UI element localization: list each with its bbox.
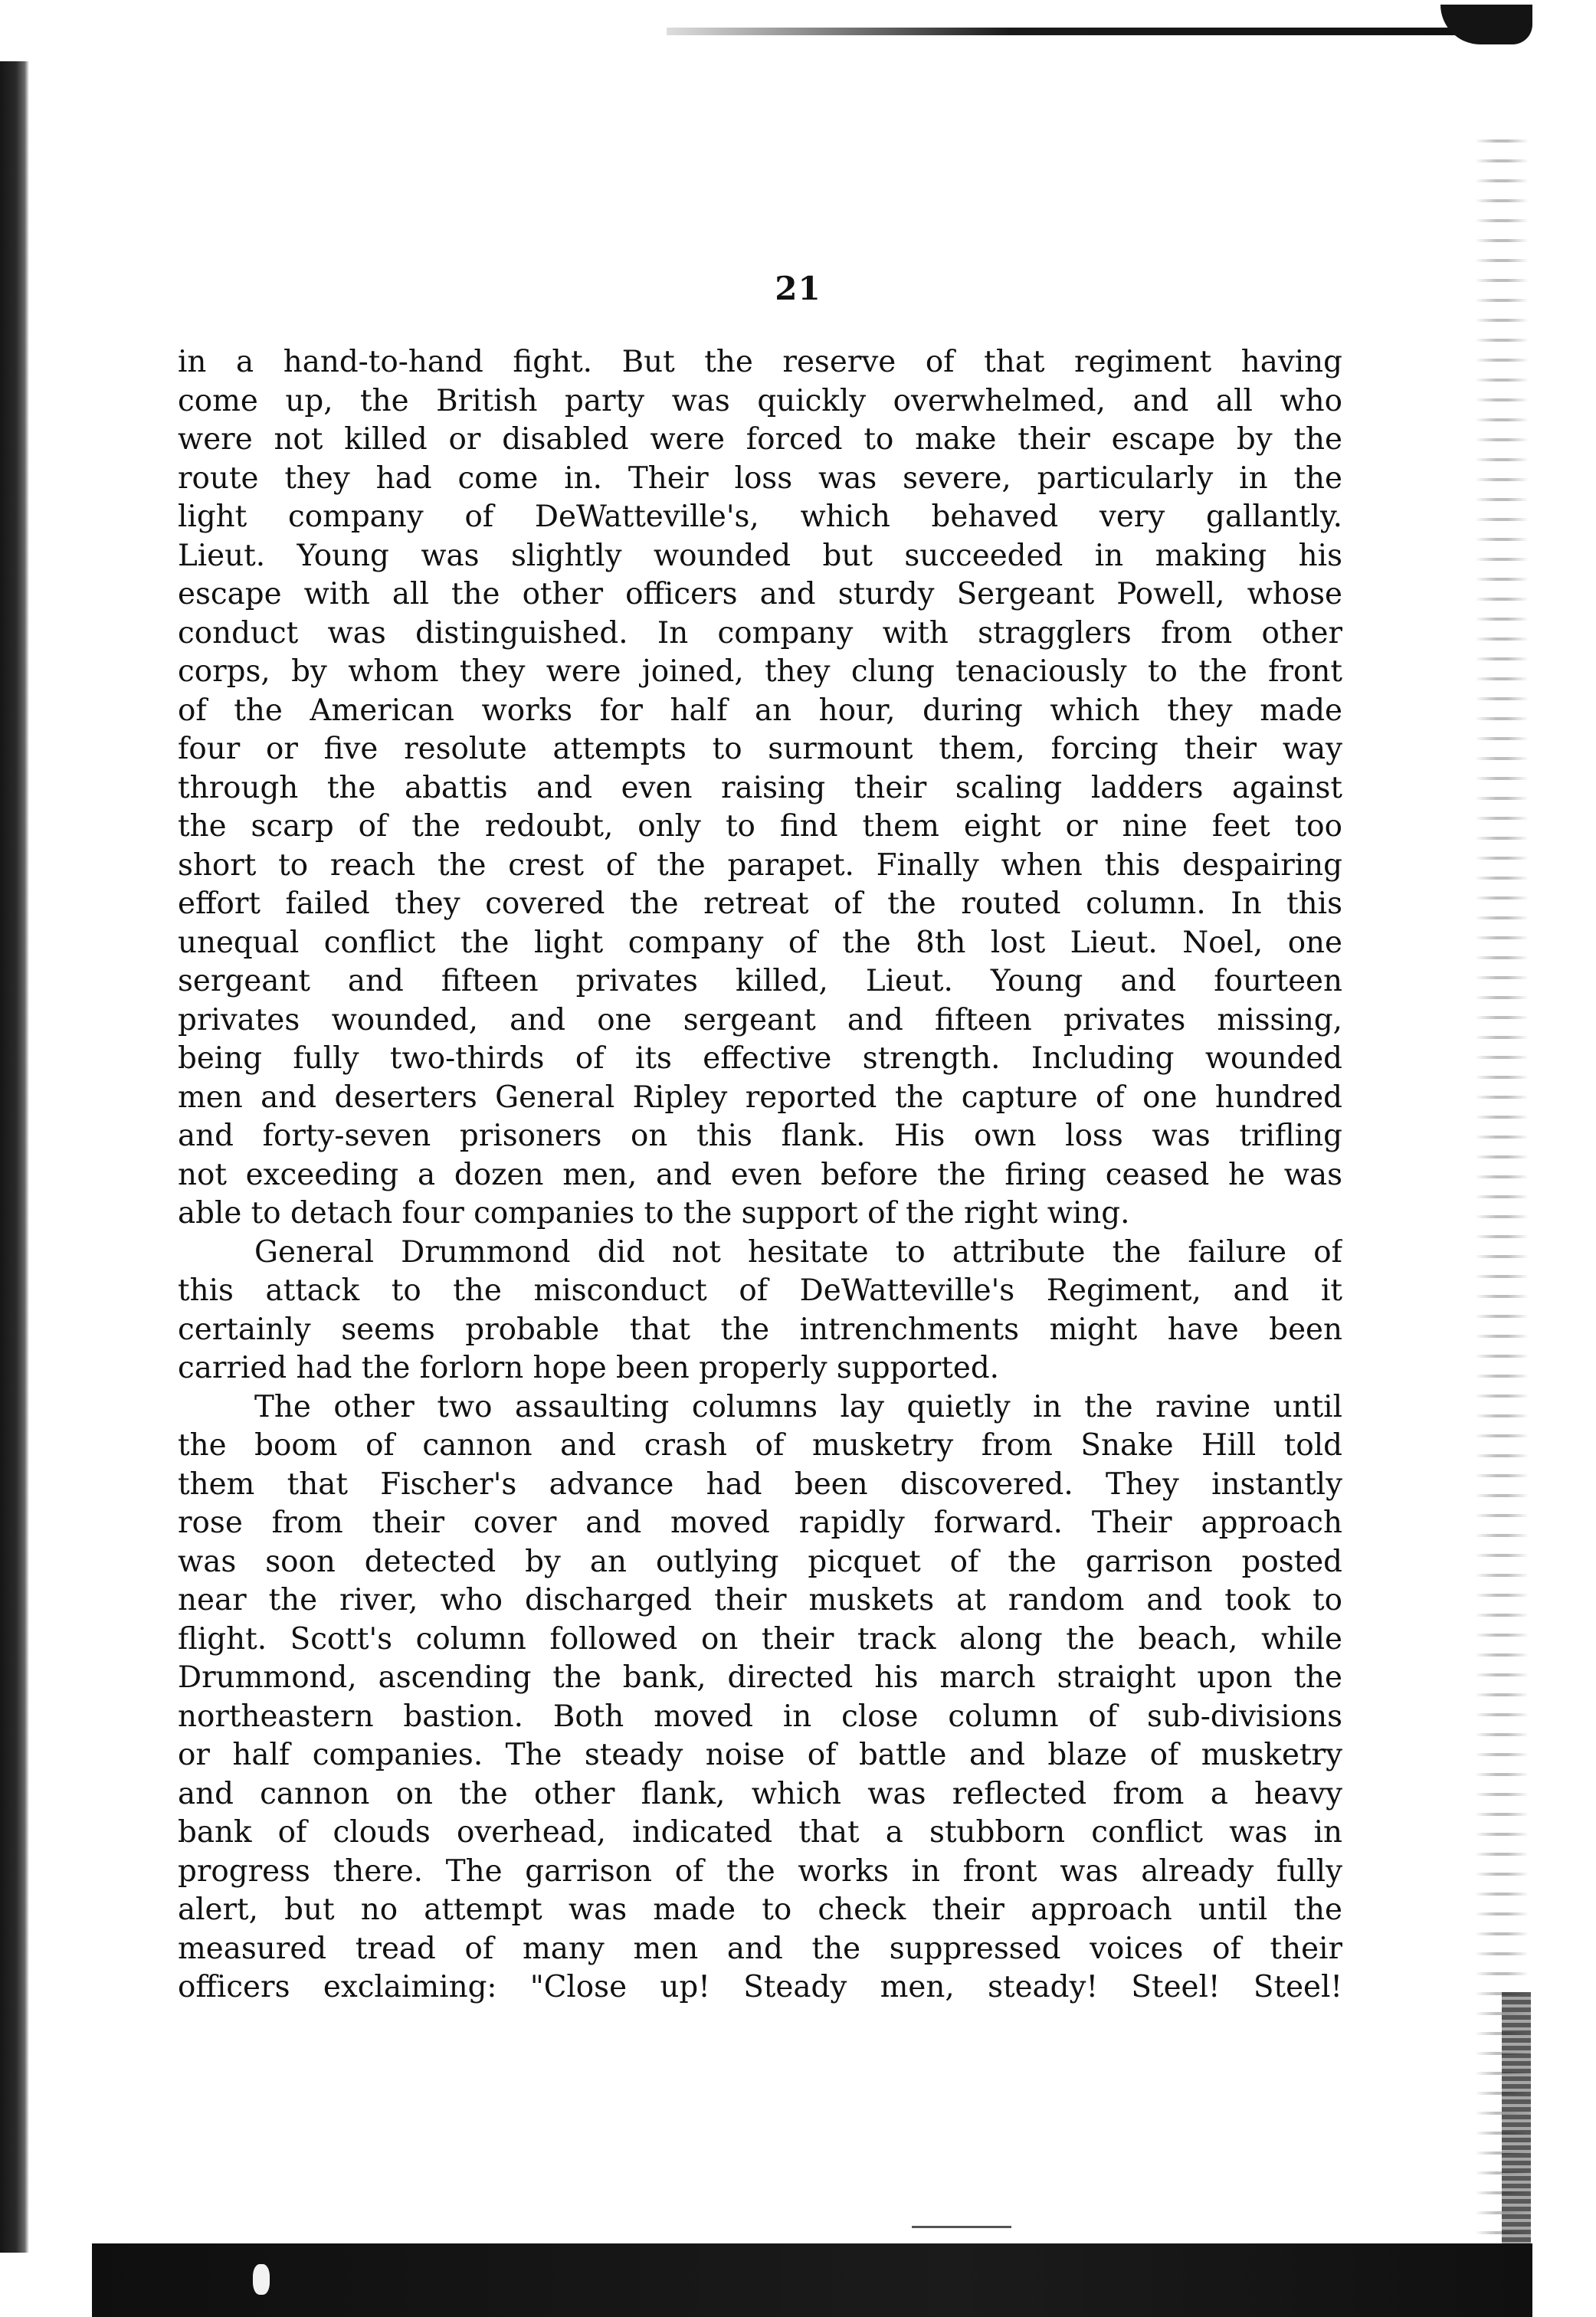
- text-line: measured tread of many men and the suppressed voices of their: [178, 1931, 1342, 1966]
- text-line: bank of clouds overhead, indicated that a stubborn conflict was in: [178, 1815, 1342, 1850]
- scan-bottom-bar: [92, 2243, 1532, 2317]
- text-line: men and deserters General Ripley reported the capture of one hundred: [178, 1080, 1342, 1115]
- text-line: northeastern bastion. Both moved in close column of sub-divisions: [178, 1699, 1342, 1734]
- text-line: escape with all the other officers and sturdy Sergeant Powell, whose: [178, 577, 1342, 611]
- text-line: the boom of cannon and crash of musketry from Snake Hill told: [178, 1428, 1342, 1463]
- text-line: and cannon on the other flank, which was reflected from a heavy: [178, 1776, 1342, 1811]
- scan-bottom-dash: [912, 2226, 1011, 2228]
- text-line: was soon detected by an outlying picquet of the garrison posted: [178, 1544, 1342, 1579]
- text-line: of the American works for half an hour, during which they made: [178, 693, 1342, 728]
- text-line: through the abattis and even raising their scaling ladders against: [178, 770, 1342, 805]
- text-line: in a hand-to-hand fight. But the reserve of that regiment having: [178, 345, 1342, 379]
- scan-top-corner-mark: [1440, 5, 1532, 44]
- text-line: this attack to the misconduct of DeWatteville's Regiment, and it: [178, 1273, 1342, 1308]
- text-line: and forty-seven prisoners on this flank. His own loss was trifling: [178, 1119, 1342, 1153]
- text-line: or half companies. The steady noise of battle and blaze of musketry: [178, 1738, 1342, 1772]
- scan-right-specks: [1475, 123, 1529, 2306]
- body-text: [178, 343, 1342, 2007]
- text-line: The other two assaulting columns lay quietly in the ravine until: [254, 1389, 1342, 1424]
- text-line: officers exclaiming: "Close up! Steady men, steady! Steel! Steel!: [178, 1970, 1342, 2004]
- text-line: short to reach the crest of the parapet. Finally when this despairing: [178, 847, 1342, 883]
- scan-top-rule: [667, 28, 1525, 35]
- text-line: certainly seems probable that the intrenchments might have been: [178, 1312, 1342, 1347]
- text-line: sergeant and fifteen privates killed, Lieut. Young and fourteen: [178, 964, 1342, 998]
- text-line: near the river, who discharged their muskets at random and took to: [178, 1583, 1342, 1617]
- text-line: rose from their cover and moved rapidly forward. Their approach: [178, 1506, 1342, 1540]
- text-line: alert, but no attempt was made to check their approach until the: [178, 1893, 1342, 1927]
- text-line: the scarp of the redoubt, only to find them eight or nine feet too: [178, 809, 1342, 844]
- text-line: progress there. The garrison of the works in front was already fully: [178, 1853, 1342, 1889]
- text-line: Drummond, ascending the bank, directed his march straight upon the: [178, 1660, 1342, 1695]
- text-line: effort failed they covered the retreat of the routed column. In this: [178, 886, 1342, 921]
- text-line: them that Fischer's advance had been discovered. They instantly: [178, 1467, 1342, 1502]
- text-line: light company of DeWatteville's, which behaved very gallantly.: [178, 500, 1342, 534]
- text-line: carried had the forlorn hope been properly supported.: [178, 1351, 1000, 1385]
- text-line: General Drummond did not hesitate to attribute the failure of: [254, 1234, 1342, 1270]
- text-line: flight. Scott's column followed on their track along the beach, while: [178, 1621, 1342, 1657]
- text-line: were not killed or disabled were forced to make their escape by the: [178, 422, 1342, 457]
- text-line: not exceeding a dozen men, and even before the firing ceased he was: [178, 1157, 1342, 1192]
- scan-left-edge: [0, 61, 29, 2253]
- text-line: corps, by whom they were joined, they clung tenaciously to the front: [178, 654, 1342, 689]
- text-line: route they had come in. Their loss was severe, particularly in the: [178, 460, 1342, 496]
- text-line: Lieut. Young was slightly wounded but succeeded in making his: [178, 538, 1342, 573]
- text-line: conduct was distinguished. In company with stragglers from other: [178, 615, 1342, 651]
- text-line: being fully two-thirds of its effective strength. Including wounded: [178, 1041, 1342, 1076]
- page-number: 21: [775, 270, 821, 307]
- text-line: four or five resolute attempts to surmount them, forcing their way: [178, 732, 1342, 766]
- text-line: able to detach four companies to the support of the right wing.: [178, 1196, 1130, 1231]
- scan-bottom-notch: [253, 2264, 270, 2295]
- text-line: privates wounded, and one sergeant and fifteen privates missing,: [178, 1002, 1342, 1037]
- text-line: come up, the British party was quickly overwhelmed, and all who: [178, 383, 1342, 418]
- text-line: unequal conflict the light company of the 8th lost Lieut. Noel, one: [178, 925, 1342, 960]
